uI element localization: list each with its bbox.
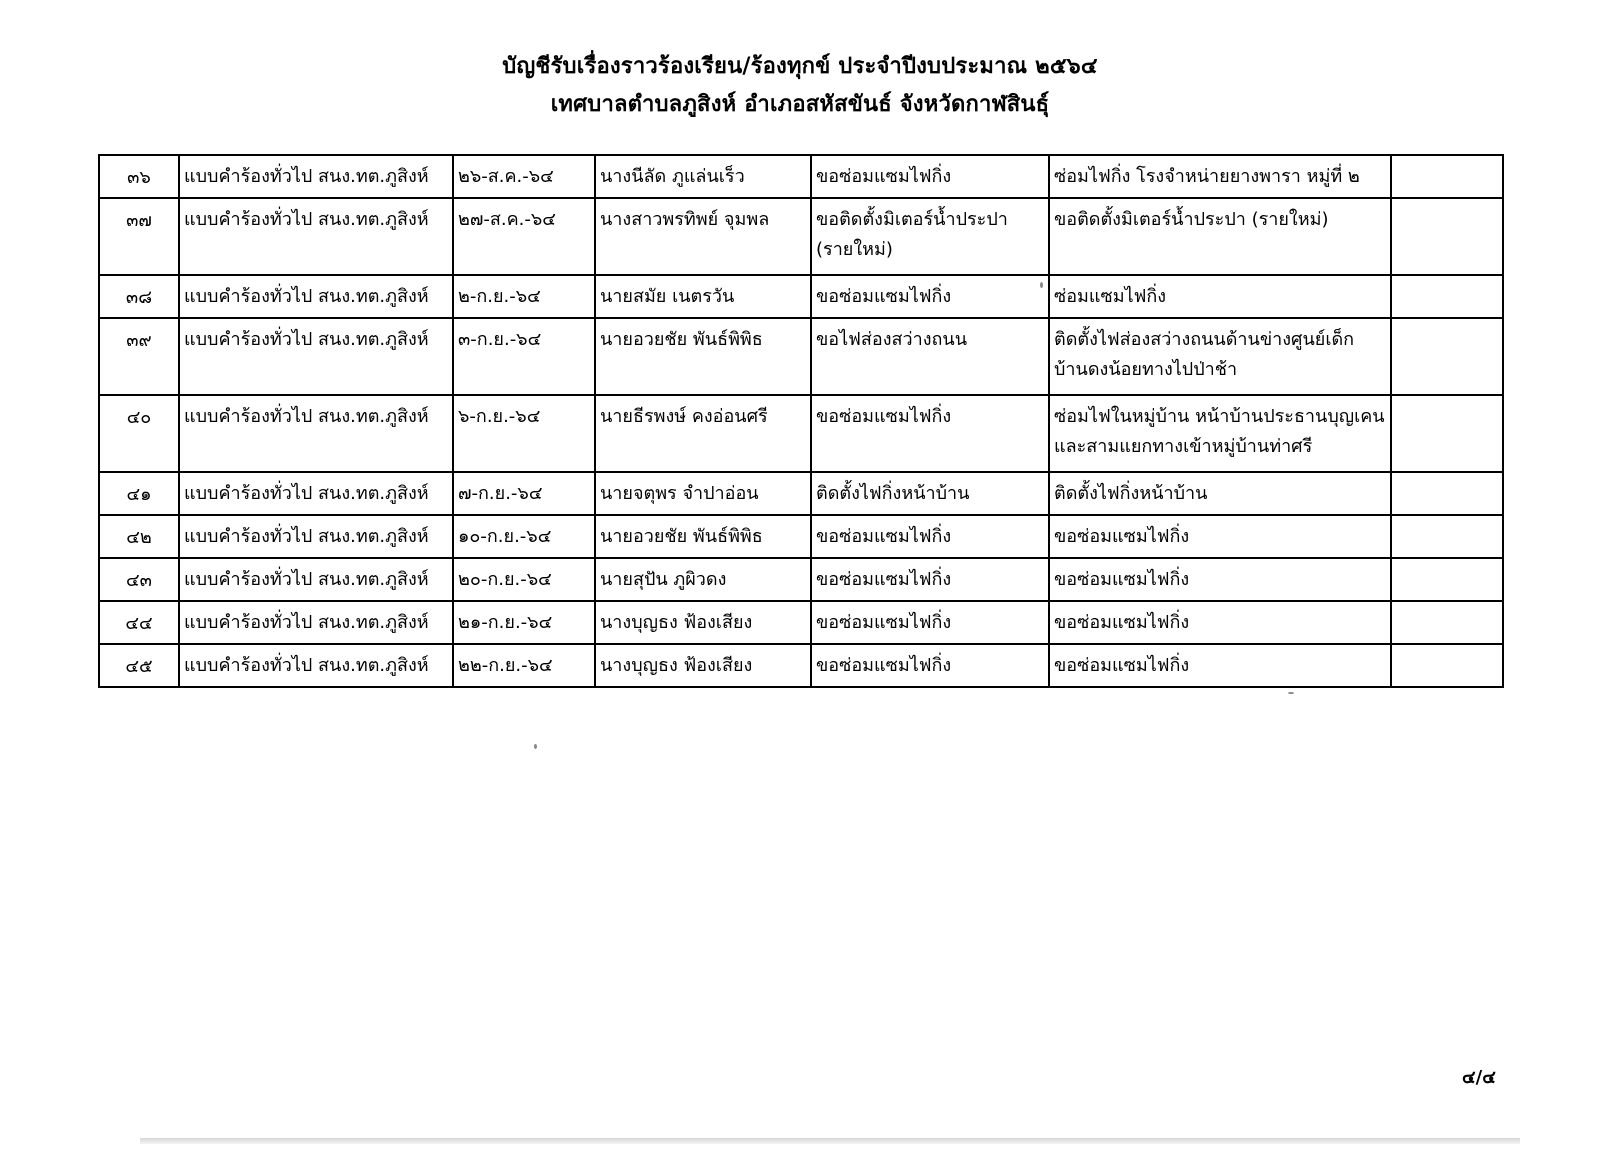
cell-date: ๑๐-ก.ย.-๖๔ [453,515,595,558]
cell-date: ๒๒-ก.ย.-๖๔ [453,644,595,687]
cell-no: ๔๕ [99,644,179,687]
cell-subject: ขอซ่อมแซมไฟกิ่ง [811,644,1049,687]
table-row [99,644,1503,687]
table-row [99,515,1503,558]
cell-action: ซ่อมไฟในหมู่บ้าน หน้าบ้านประธานบุญเคน และสามแยกทางเข้าหมู่บ้านท่าศรี [1049,395,1391,472]
cell-no: ๓๙ [99,318,179,395]
cell-form: แบบคำร้องทั่วไป สนง.ทต.ภูสิงห์ [179,318,453,395]
cell-name: นางบุญธง ฟ้องเสียง [595,644,811,687]
cell-no: ๔๒ [99,515,179,558]
cell-action: ขอซ่อมแซมไฟกิ่ง [1049,515,1391,558]
cell-action: ซ่อมไฟกิ่ง โรงจำหน่ายยางพารา หมู่ที่ ๒ [1049,155,1391,198]
cell-note [1391,395,1503,472]
cell-action: ขอซ่อมแซมไฟกิ่ง [1049,601,1391,644]
table-row [99,558,1503,601]
cell-no: ๔๐ [99,395,179,472]
cell-date: ๒๖-ส.ค.-๖๔ [453,155,595,198]
cell-note [1391,198,1503,275]
cell-date: ๒-ก.ย.-๖๔ [453,275,595,318]
cell-note [1391,472,1503,515]
cell-date: ๒๐-ก.ย.-๖๔ [453,558,595,601]
cell-form: แบบคำร้องทั่วไป สนง.ทต.ภูสิงห์ [179,558,453,601]
cell-date: ๖-ก.ย.-๖๔ [453,395,595,472]
cell-form: แบบคำร้องทั่วไป สนง.ทต.ภูสิงห์ [179,198,453,275]
complaint-records-table [98,154,1504,688]
cell-name: นายอวยชัย พันธ์พิพิธ [595,318,811,395]
cell-name: นางบุญธง ฟ้องเสียง [595,601,811,644]
cell-note [1391,644,1503,687]
cell-subject: ขอซ่อมแซมไฟกิ่ง [811,601,1049,644]
cell-note [1391,275,1503,318]
scan-speck [1288,692,1294,694]
cell-note [1391,155,1503,198]
table-row [99,198,1503,275]
scan-speck [1040,282,1043,288]
cell-subject: ขอซ่อมแซมไฟกิ่ง [811,155,1049,198]
cell-name: นายจตุพร จำปาอ่อน [595,472,811,515]
cell-subject: ขอซ่อมแซมไฟกิ่ง [811,515,1049,558]
cell-form: แบบคำร้องทั่วไป สนง.ทต.ภูสิงห์ [179,155,453,198]
table-row [99,472,1503,515]
scan-edge-shadow [140,1138,1520,1144]
cell-form: แบบคำร้องทั่วไป สนง.ทต.ภูสิงห์ [179,515,453,558]
cell-name: นายอวยชัย พันธ์พิพิธ [595,515,811,558]
cell-action: ขอซ่อมแซมไฟกิ่ง [1049,558,1391,601]
cell-no: ๔๔ [99,601,179,644]
cell-form: แบบคำร้องทั่วไป สนง.ทต.ภูสิงห์ [179,472,453,515]
cell-date: ๓-ก.ย.-๖๔ [453,318,595,395]
cell-form: แบบคำร้องทั่วไป สนง.ทต.ภูสิงห์ [179,395,453,472]
table-row [99,155,1503,198]
cell-no: ๓๗ [99,198,179,275]
cell-note [1391,601,1503,644]
cell-name: นางนีลัด ภูแล่นเร็ว [595,155,811,198]
cell-date: ๗-ก.ย.-๖๔ [453,472,595,515]
cell-subject: ขอไฟส่องสว่างถนน [811,318,1049,395]
cell-action: ขอซ่อมแซมไฟกิ่ง [1049,644,1391,687]
scan-speck [534,744,537,749]
page-number: ๔/๔ [1462,1067,1496,1088]
table-row [99,395,1503,472]
cell-form: แบบคำร้องทั่วไป สนง.ทต.ภูสิงห์ [179,275,453,318]
table-row [99,275,1503,318]
cell-name: นายธีรพงษ์ คงอ่อนศรี [595,395,811,472]
cell-action: ซ่อมแซมไฟกิ่ง [1049,275,1391,318]
cell-action: ขอติดตั้งมิเตอร์น้ำประปา (รายใหม่) [1049,198,1391,275]
cell-subject: ขอซ่อมแซมไฟกิ่ง [811,558,1049,601]
cell-form: แบบคำร้องทั่วไป สนง.ทต.ภูสิงห์ [179,644,453,687]
cell-no: ๔๓ [99,558,179,601]
cell-subject: ขอซ่อมแซมไฟกิ่ง [811,275,1049,318]
cell-form: แบบคำร้องทั่วไป สนง.ทต.ภูสิงห์ [179,601,453,644]
document-title: บัญชีรับเรื่องราวร้องเรียน/ร้องทุกข์ ประจำปีงบประมาณ ๒๕๖๔ [502,54,1098,79]
cell-action: ติดตั้งไฟส่องสว่างถนนด้านข่างศูนย์เด็กบ้านดงน้อยทางไปป่าช้า [1049,318,1391,395]
cell-name: นายสุปัน ภูผิวดง [595,558,811,601]
document-subtitle: เทศบาลตำบลภูสิงห์ อำเภอสหัสขันธ์ จังหวัดกาฬสินธุ์ [550,92,1050,117]
cell-subject: ขอติดตั้งมิเตอร์น้ำประปา (รายใหม่) [811,198,1049,275]
cell-action: ติดตั้งไฟกิ่งหน้าบ้าน [1049,472,1391,515]
cell-no: ๔๑ [99,472,179,515]
cell-name: นางสาวพรทิพย์ จุมพล [595,198,811,275]
cell-no: ๓๖ [99,155,179,198]
table-row [99,318,1503,395]
cell-name: นายสมัย เนตรวัน [595,275,811,318]
cell-note [1391,318,1503,395]
cell-date: ๒๗-ส.ค.-๖๔ [453,198,595,275]
cell-note [1391,558,1503,601]
cell-subject: ติดตั้งไฟกิ่งหน้าบ้าน [811,472,1049,515]
cell-subject: ขอซ่อมแซมไฟกิ่ง [811,395,1049,472]
cell-date: ๒๑-ก.ย.-๖๔ [453,601,595,644]
table-row [99,601,1503,644]
cell-note [1391,515,1503,558]
cell-no: ๓๘ [99,275,179,318]
